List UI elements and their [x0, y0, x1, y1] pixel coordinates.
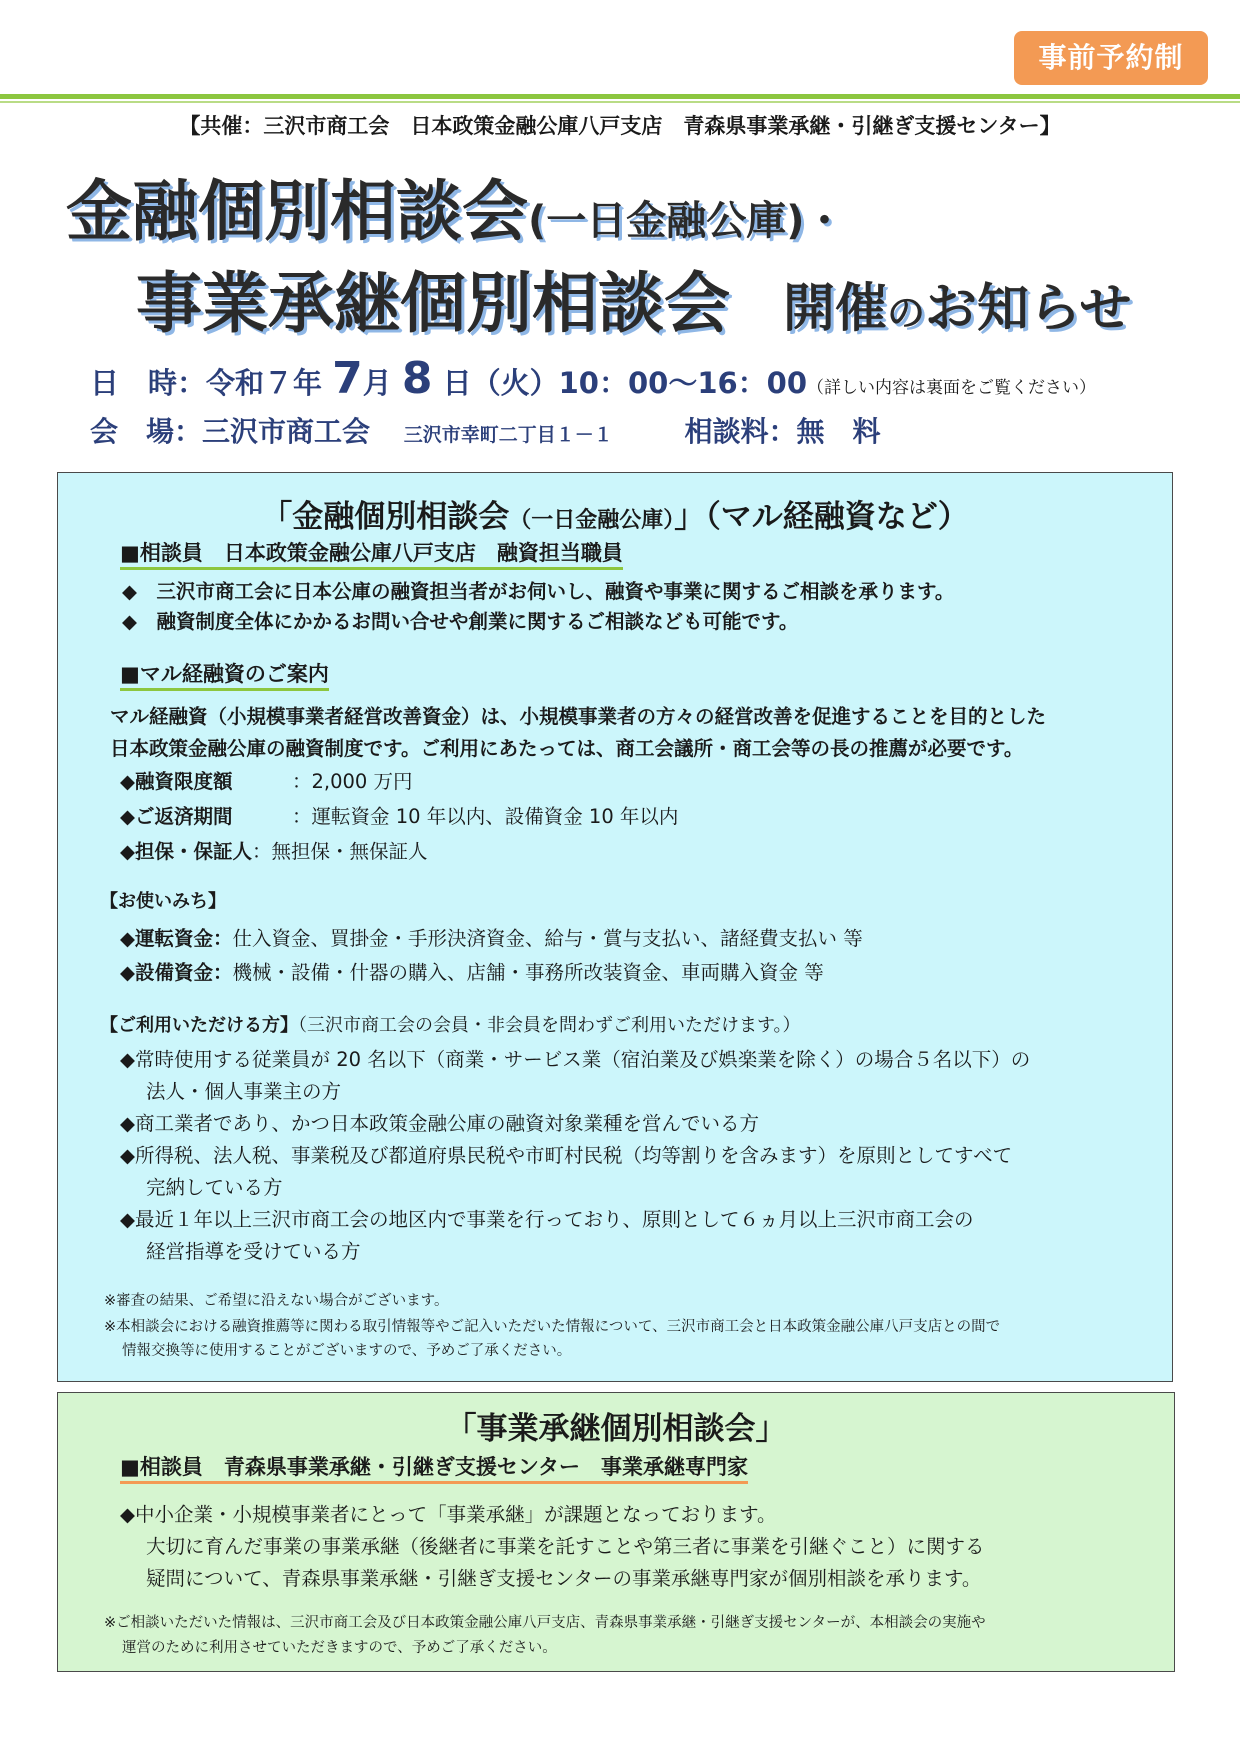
use-operating-value: 仕入資金、買掛金・手形決済資金、給与・賞与支払い、諸経費支払い 等: [232, 927, 863, 950]
succession-consultant-text: ■相談員 青森県事業承継・引継ぎ支援センター 事業承継専門家: [120, 1455, 748, 1484]
event-date: [90, 353, 1096, 404]
finance-note-3: 情報交換等に使用することがございますので、予めご了承ください。: [122, 1343, 572, 1359]
succession-box-title: 「事業承継個別相談会」: [445, 1411, 787, 1447]
marukei-heading-text: ■マル経融資のご案内: [120, 662, 329, 691]
cohost-line: 【共催：三沢市商工会 日本政策金融公庫八戸支店 青森県事業承継・引継ぎ支援センター】: [179, 114, 1061, 138]
date-day: 8: [401, 353, 433, 404]
use-operating-label: ◆運転資金：: [120, 927, 233, 950]
finance-note-1: ※審査の結果、ご希望に沿えない場合がございます。: [104, 1293, 449, 1309]
use-equipment-value: 機械・設備・什器の購入、店舗・事務所改装資金、車両購入資金 等: [232, 961, 824, 984]
eligible-note: （三沢市商工会の会員・非会員を問わずご利用いただけます。）: [298, 1015, 801, 1036]
finance-box-title: [58, 491, 1172, 536]
finance-consultant-text: ■相談員 日本政策金融公庫八戸支店 融資担当職員: [120, 541, 623, 570]
date-month-unit: 月: [362, 366, 392, 400]
succession-note-1: ※ご相談いただいた情報は、三沢市商工会及び日本政策金融公庫八戸支店、青森県事業承継・引継ぎ支援センターが、本相談会の実施や: [104, 1615, 986, 1631]
term-collateral-value: ：無担保・無保証人: [252, 840, 428, 863]
title-notice-a: 開催: [782, 279, 887, 339]
title-finance: 金融個別相談会: [66, 173, 528, 250]
succession-body-1: ◆中小企業・小規模事業者にとって「事業承継」が課題となっております。: [120, 1503, 777, 1526]
eligible-1: ◆常時使用する従業員が 20 名以下（商業・サービス業（宿泊業及び娯楽業を除く）の場合５名以下）の: [120, 1048, 1031, 1071]
finance-bullet-2: ◆ 融資制度全体にかかるお問い合せや創業に関するご相談なども可能です。: [122, 610, 799, 633]
finance-title-b: （一日金融公庫）: [509, 508, 675, 533]
succession-body-3: 疑問について、青森県事業承継・引継ぎ支援センターの事業承継専門家が個別相談を承ります。: [146, 1567, 982, 1590]
term-limit-value: ：2,000 万円: [292, 770, 413, 793]
uses-heading: 【お使いみち】: [100, 891, 226, 912]
term-period-label: ◆ご返済期間: [120, 805, 233, 828]
finance-title-a: 「金融個別相談会: [261, 499, 510, 535]
eligible-4: ◆最近１年以上三沢市商工会の地区内で事業を行っており、原則として６ヵ月以上三沢市商工会の: [120, 1208, 974, 1231]
eligible-heading-row: [100, 1011, 801, 1037]
marukei-desc-1: マル経融資（小規模事業者経営改善資金）は、小規模事業者の方々の経営改善を促進することを目的とした: [110, 705, 1047, 728]
eligible-1b: 法人・個人事業主の方: [146, 1080, 342, 1103]
succession-body-2: 大切に育んだ事業の事業承継（後継者に事業を託すことや第三者に事業を引継ぐこと）に関する: [146, 1535, 985, 1558]
succession-consultant: [120, 1451, 748, 1481]
term-collateral: [120, 836, 428, 864]
eligible-2: ◆商工業者であり、かつ日本政策金融公庫の融資対象業種を営んでいる方: [120, 1112, 759, 1135]
date-month: 7: [332, 353, 363, 404]
finance-note-2: ※本相談会における融資推薦等に関わる取引情報等やご記入いただいた情報について、三沢市商工会と日本政策金融公庫八戸支店との間で: [104, 1319, 1001, 1335]
main-title-line-1: [66, 158, 845, 253]
venue-address: 三沢市幸町二丁目１－１: [403, 424, 613, 446]
term-period: [120, 801, 678, 829]
title-succession: 事業承継個別相談会: [136, 265, 730, 342]
use-operating: [120, 923, 863, 951]
succession-note-2: 運営のために利用させていただきますので、予めご了承ください。: [122, 1640, 557, 1656]
date-label: 日 時：令和７年: [90, 366, 323, 400]
eligible-3b: 完納している方: [146, 1176, 283, 1199]
eligible-3: ◆所得税、法人税、事業税及び都道府県民税や市町村民税（均等割りを含みます）を原則としてすべて: [120, 1144, 1013, 1167]
term-period-value: ：運転資金 10 年以内、設備資金 10 年以内: [292, 805, 679, 828]
succession-consultation-box: [57, 1392, 1175, 1672]
header-rule: [0, 94, 1240, 99]
term-limit-label: ◆融資限度額: [120, 770, 233, 793]
term-collateral-label: ◆担保・保証人: [120, 840, 252, 863]
title-notice-b: の: [887, 291, 926, 335]
date-rest: 日（火）10：00～16：00: [442, 366, 808, 400]
finance-title-c: 」（マル経融資など）: [674, 499, 969, 535]
venue-label: 会 場：三沢市商工会: [90, 415, 371, 448]
eligible-4b: 経営指導を受けている方: [146, 1240, 361, 1263]
eligible-heading: 【ご利用いただける方】: [100, 1015, 298, 1036]
finance-consultation-box: [57, 472, 1173, 1382]
use-equipment-label: ◆設備資金：: [120, 961, 233, 984]
event-venue: [90, 410, 881, 450]
term-limit: [120, 766, 413, 794]
main-title-line-2: [136, 250, 1131, 345]
title-finance-paren: (一日金融公庫)・: [528, 198, 845, 244]
finance-bullet-1: ◆ 三沢市商工会に日本公庫の融資担当者がお伺いし、融資や事業に関するご相談を承ります。: [122, 580, 955, 603]
use-equipment: [120, 957, 824, 985]
marukei-desc-2: 日本政策金融公庫の融資制度です。ご利用にあたっては、商工会議所・商工会等の長の推薦が必要です。: [110, 737, 1024, 760]
reservation-badge: 事前予約制: [1014, 31, 1208, 85]
marukei-heading: [120, 658, 329, 688]
date-note: （詳しい内容は裏面をご覧ください）: [807, 378, 1097, 398]
header-rule-thin: [0, 101, 1240, 103]
title-notice-c: お知らせ: [925, 279, 1132, 339]
consultation-fee: 相談料：無 料: [684, 415, 881, 448]
finance-consultant: [120, 537, 623, 567]
